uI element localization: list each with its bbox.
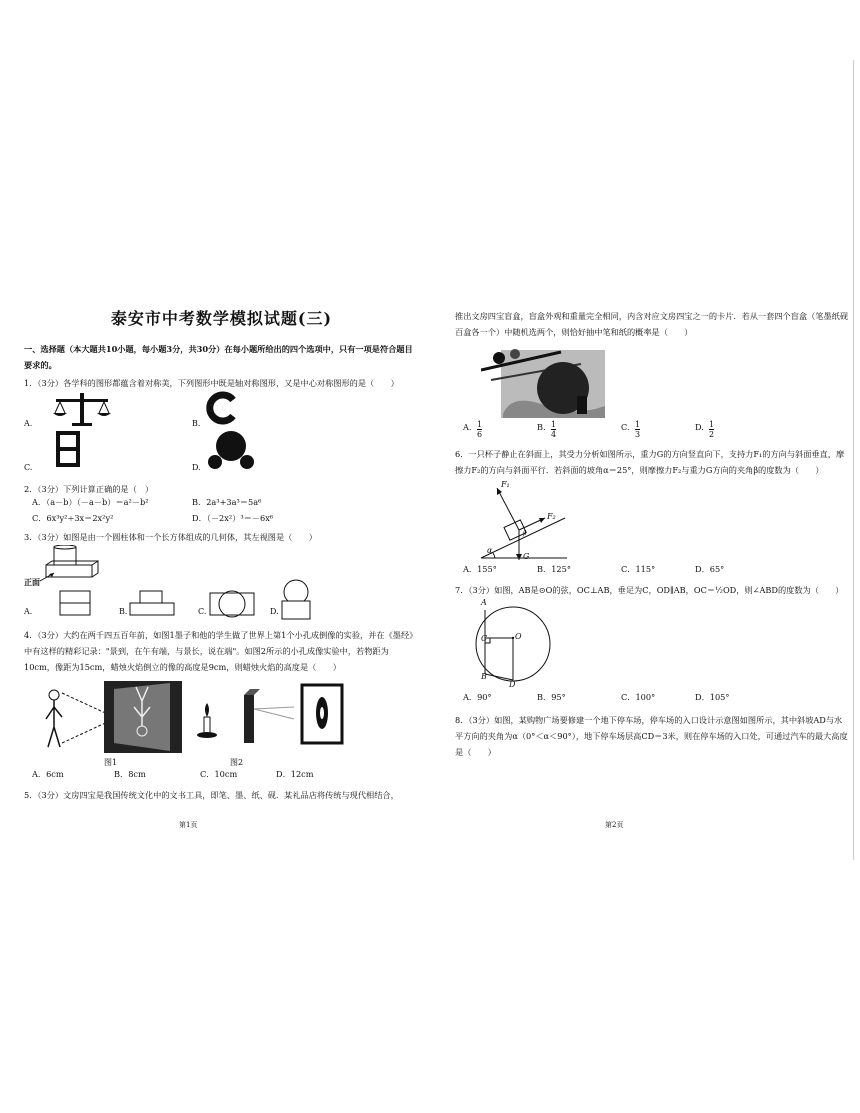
q5-option-a-num: 1 (477, 420, 483, 429)
ring-c-figure (206, 391, 240, 425)
q5-figure (455, 340, 850, 422)
q3-front-label: 正面 (24, 577, 40, 587)
q3-option-c-figure (208, 589, 256, 619)
q5-continuation: 推出文房四宝盲盒，盲盒外观和重量完全相同，内含对应文房四宝之一的卡片．若从一套四个盲盒（笔墨纸砚百盒各一个）中随机选两个，则恰好抽中笔和纸的概率是（ ） (455, 311, 849, 337)
q1-label-b: B. (192, 419, 201, 428)
q5-option-d-num: 1 (709, 420, 715, 429)
q7-label-b: B (481, 672, 487, 681)
q5-option-b-num: 1 (551, 420, 557, 429)
q3-label-c: C. (198, 607, 207, 616)
q5-option-c (621, 422, 630, 432)
q4-stem: 4．（3分）大约在两千四五百年前，如图1墨子和他的学生做了世界上第1个小孔成倒像的实验，并在《墨经》中有这样的精彩记录："景到，在午有端，与景长，说在端"。如图2所示的小孔成像实验中，若物距为10cm，像距为15cm，蜡烛火焰倒立的像的高度是9cm，则蜡烛火焰的高度是（ ） (24, 630, 418, 672)
q3-stem: 3．（3分）如图是由一个圆柱体和一个长方体组成的几何体，其左视图是（ ） (24, 532, 317, 542)
q4-option-d: D．12cm (276, 769, 314, 779)
q5-option-c-den: 3 (635, 430, 641, 439)
q7-label-c: C (481, 634, 488, 643)
balance-scale-figure (52, 391, 112, 427)
q5-option-d-letter: D. (695, 422, 704, 432)
q4-figures (24, 675, 419, 767)
q5-start: 5．（3分）文房四宝是我国传统文化中的文书工具，即笔、墨、纸、砚．某礼品店将传统与现代相结合， (24, 790, 399, 800)
q3-option-a-figure (58, 589, 92, 617)
q5-option-b-den: 4 (551, 430, 557, 439)
q6-option-c: C．115° (621, 564, 656, 574)
page-title: 泰安市中考数学模拟试题(三) (110, 309, 333, 328)
q5-option-a-letter: A. (463, 422, 472, 432)
q5-option-c-letter: C. (621, 422, 630, 432)
q4-option-c: C．10cm (200, 769, 238, 779)
stationery-photo (481, 344, 611, 420)
q5-option-b-letter: B. (537, 422, 546, 432)
q6-stem: 6．一只杯子静止在斜面上，其受力分析如图所示，重力G的方向竖直向下，支持力F₁的方向与斜面垂直，摩擦力F₂的方向与斜面平行．若斜面的坡角α＝25°，则摩擦力F₂与重力G方向的夹角β的度数为（ ） (455, 449, 845, 475)
q7-option-d: D．105° (695, 692, 730, 702)
q2-option-c: C．6x³y²÷3x＝2x²y² (32, 513, 114, 523)
q5-option-c-fraction (635, 420, 640, 439)
q2-option-b: B．2a³+3a³＝5a⁶ (192, 497, 262, 507)
three-circles-figure (206, 429, 256, 471)
q7-option-a: A．90° (463, 692, 492, 702)
q1-label-d: D. (192, 463, 201, 472)
q2-option-d: D．（－2x²）³＝－6x⁶ (192, 513, 274, 523)
left-page (24, 300, 419, 830)
q7-label-o: O (515, 632, 522, 641)
q5-option-a-den: 6 (477, 430, 483, 439)
q1-label-c: C. (24, 463, 33, 472)
q5-option-d-fraction (709, 420, 714, 439)
q3-label-d: D. (270, 607, 279, 616)
q2-stem: 2．（3分）下列计算正确的是（ ） (24, 484, 154, 494)
box-figure (56, 431, 80, 467)
q6-label-f1: F₁ (501, 480, 510, 489)
q7-option-c: C．100° (621, 692, 656, 702)
q6-label-g: G (523, 552, 530, 561)
q6-option-b: B．125° (537, 564, 571, 574)
q1-stem: 1．（3分）各学科的图形都蕴含着对称美，下列图形中既是轴对称图形，又是中心对称图形的是（ ） (24, 378, 399, 388)
q4-fig1-label: 图1 (104, 758, 118, 767)
q3-option-d-figure (280, 579, 312, 621)
q4-fig2-label: 图2 (230, 758, 244, 767)
q8-stem: 8．（3分）如图，某购物广场要修建一个地下停车场，停车场的入口设计示意图如图所示，其中斜坡AD与水平方向的夹角为α（0°＜α＜90°），地下停车场层高CD＝3米，则在停车场的入口处，可通过汽车的最大高度是（ ） (455, 715, 848, 757)
q6-label-f2: F₂ (547, 512, 556, 521)
q4-option-b: B．8cm (114, 769, 146, 779)
incline-force-diagram (479, 480, 569, 562)
q7-label-d: D (509, 680, 516, 689)
q6-figure (455, 478, 850, 564)
q7-option-b: B．95° (537, 692, 566, 702)
pinhole-figure-1 (42, 679, 192, 757)
q4-option-a: A．6cm (32, 769, 64, 779)
q5-option-a (463, 422, 472, 432)
q1-label-a: A. (24, 419, 33, 428)
front-arrow-icon (38, 571, 58, 583)
page-footer-right: 第2页 (605, 821, 624, 829)
q5-option-d-den: 2 (709, 430, 715, 439)
pinhole-figure-2 (184, 679, 354, 751)
q5-option-b-fraction (551, 420, 556, 439)
q3-label-b: B. (119, 607, 128, 616)
q7-stem: 7．（3分）如图，AB是⊙O的弦，OC⊥AB，垂足为C，OD∥AB，OC＝½OD，则∠ABD的度数为（ ） (455, 585, 844, 595)
q7-label-a: A (481, 598, 487, 607)
section-header: 一、选择题（本大题共10小题，每小题3分，共30分）在每小题所给出的四个选项中，只有一项是符合题目要求的。 (24, 344, 413, 370)
q3-figures (24, 545, 419, 623)
q5-option-d (695, 422, 704, 432)
q1-figures (24, 391, 419, 481)
q5-option-a-fraction (477, 420, 482, 439)
q5-option-c-num: 1 (635, 420, 641, 429)
scan-edge-line (853, 60, 854, 860)
q5-option-b (537, 422, 546, 432)
q6-option-a: A．155° (463, 564, 497, 574)
q6-option-d: D．65° (695, 564, 725, 574)
q3-option-b-figure (128, 589, 176, 617)
page-footer-left: 第1页 (179, 821, 198, 829)
q7-figure (455, 598, 850, 690)
q3-label-a: A. (24, 607, 33, 616)
right-page (455, 300, 850, 830)
q6-label-beta: β (523, 530, 527, 537)
q6-label-alpha: α (487, 546, 493, 555)
q2-option-a: A．（a－b）（－a－b）＝a²－b² (32, 497, 149, 507)
